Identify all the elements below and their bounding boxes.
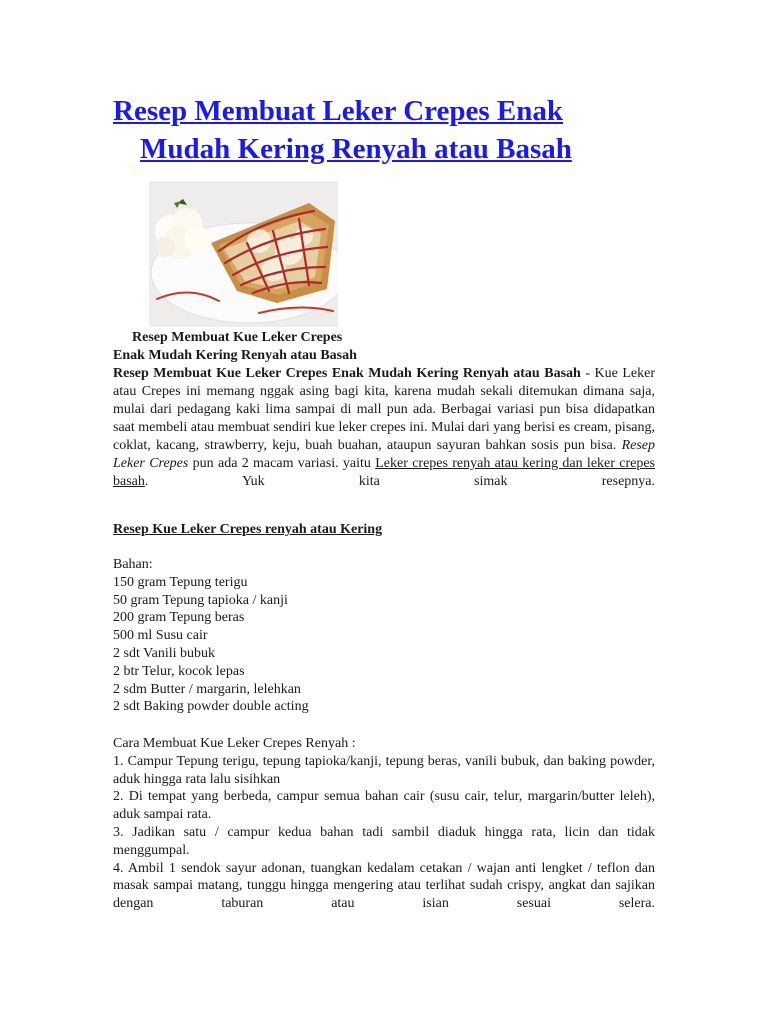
page-title[interactable] [113,92,613,168]
caption-line2: Enak Mudah Kering Renyah atau Basah [113,348,357,363]
intro-underlined-link[interactable]: Leker crepes renyah atau kering dan leker crepes basah [113,456,655,489]
intro-italic: Resep Leker Crepes [113,438,655,471]
ingredient-item: 50 gram Tepung tapioka / kanji [113,592,288,608]
ingredient-item: 2 btr Telur, kocok lepas [113,663,245,679]
intro-paragraph [113,365,655,491]
caption-line1: Resep Membuat Kue Leker Crepes [132,330,343,345]
intro-text-2: pun ada 2 macam variasi. yaitu [188,456,376,471]
ingredients-list [113,556,655,716]
title-link-line1[interactable]: Resep Membuat Leker Crepes Enak [113,95,564,127]
ingredient-item: 2 sdm Butter / margarin, lelehkan [113,681,301,697]
crepes-photo [149,181,338,327]
steps-list [113,735,655,913]
ingredient-item: 150 gram Tepung terigu [113,574,248,590]
section-title: Resep Kue Leker Crepes renyah atau Kering [113,522,383,537]
ingredients-heading: Bahan: [113,557,153,572]
step-item: 2. Di tempat yang berbeda, campur semua bahan cair (susu cair, telur, margarin/butter leleh), aduk sampai rata. [113,789,655,823]
image-caption [113,329,673,365]
ingredient-item: 200 gram Tepung beras [113,610,245,626]
ingredient-item: 2 sdt Baking powder double acting [113,699,309,715]
step-item: 4. Ambil 1 sendok sayur adonan, tuangkan kedalam cetakan / wajan anti lengket / teflon dan masak sampai matang, tunggu hingga mengering atau terlihat sudah crispy, angkat dan sajikan dengan taburan atau isian sesuai selera. [113,860,655,912]
step-item: 3. Jadikan satu / campur kedua bahan tadi sambil diaduk hingga rata, licin dan tidak menggumpal. [113,824,655,858]
intro-text-3: . Yuk kita simak resepnya. [144,474,655,489]
step-item: 1. Campur Tepung terigu, tepung tapioka/kanji, tepung beras, vanili bubuk, dan baking powder, aduk hingga rata lalu sisihkan [113,753,655,787]
steps-heading: Cara Membuat Kue Leker Crepes Renyah : [113,736,356,751]
title-link-line2[interactable]: Mudah Kering Renyah atau Basah [140,133,572,165]
crepes-image-icon [149,181,338,327]
intro-bold-lead: Resep Membuat Kue Leker Crepes Enak Mudah Kering Renyah atau Basah [113,366,581,381]
ingredient-item: 500 ml Susu cair [113,628,208,644]
ingredient-item: 2 sdt Vanili bubuk [113,645,216,661]
intro-text-1: - Kue Leker atau Crepes ini memang nggak asing bagi kita, karena mudah sekali ditemukan dimana saja, mulai dari pedagang kaki lima sampai di mall pun ada. Berbagai variasi pun bisa didapatkan saat membeli atau membuat sendiri kue leker crepes ini. Mulai dari yang berisi es cream, pisang, coklat, kacang, strawberry, keju, buah buahan, ataupun sayuran bahkan sosis pun bisa. [113,366,655,453]
